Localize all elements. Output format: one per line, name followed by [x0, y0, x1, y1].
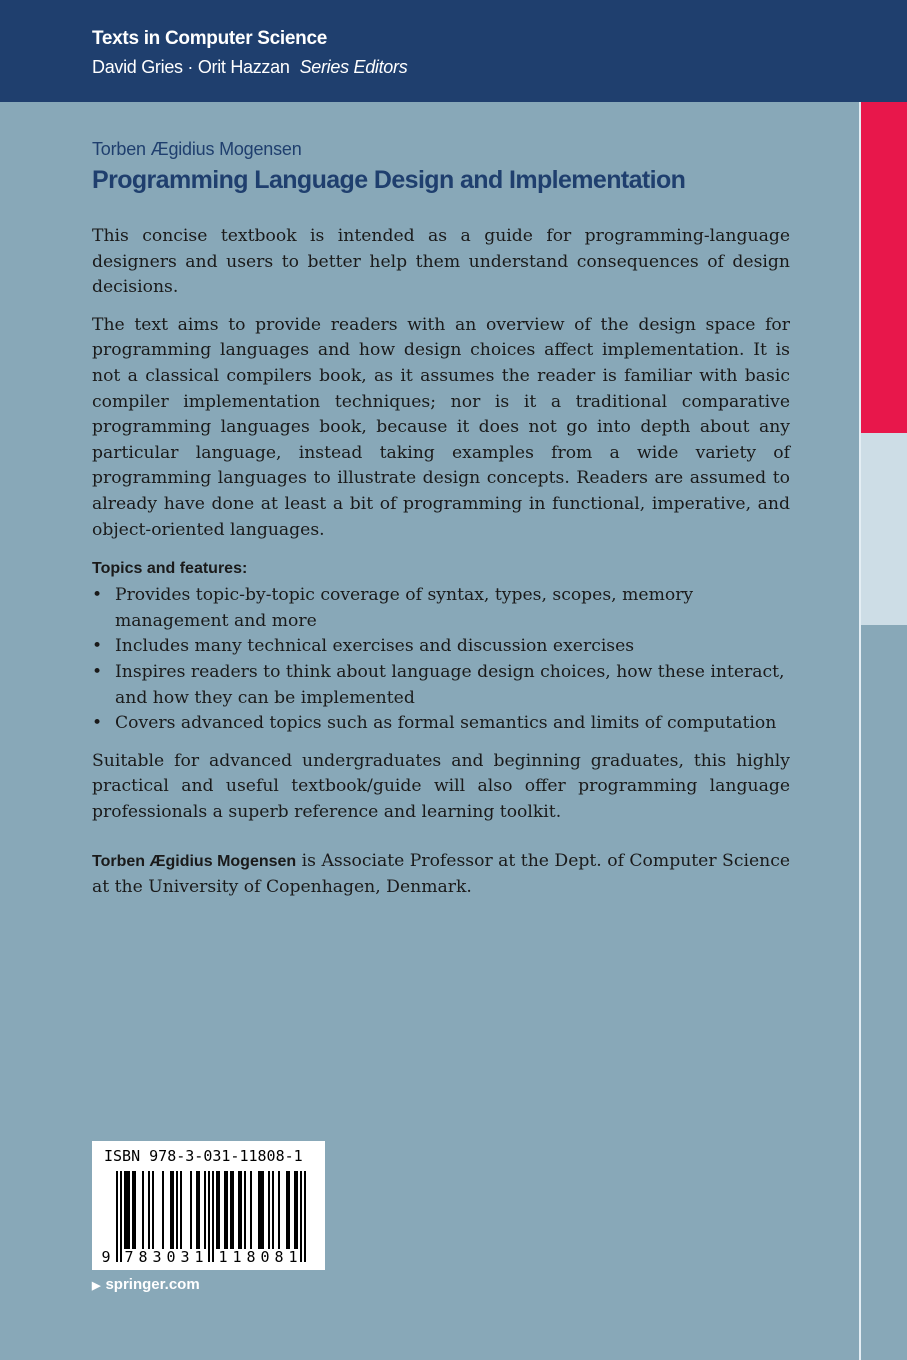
- isbn-label: ISBN 978-3-031-11808-1: [104, 1147, 303, 1165]
- barcode-digit: 3: [180, 1248, 190, 1266]
- series-editors: [92, 57, 407, 78]
- editors-role: Series Editors: [299, 57, 408, 77]
- topic-item: • Inspires readers to think about language design choices, how these interact, and how they can be implemented: [92, 660, 790, 711]
- barcode-bar: [170, 1171, 172, 1249]
- barcode-bar: [230, 1171, 232, 1249]
- barcode-bar: [148, 1171, 150, 1249]
- barcode-digit: 8: [246, 1248, 256, 1266]
- barcode-bar: [142, 1171, 144, 1249]
- barcode-bar: [128, 1171, 130, 1249]
- barcode-bar: [124, 1171, 126, 1249]
- blurb-description: The text aims to provide readers with an overview of the design space for programming languages and how design choices affect implementation. It is not a classical compilers book, as it assumes the reader is familiar with basic compiler implementation techniques; nor is it a traditional comparative programming languages book, because it does not go into depth about any particular language, instead taking examples from a wide variety of programming languages to illustrate design concepts. Readers are assumed to already have done at least a bit of programming in functional, imperative, and object-oriented languages.: [92, 314, 790, 540]
- barcode-bar: [258, 1171, 260, 1249]
- publisher-link[interactable]: [92, 1276, 200, 1293]
- barcode-bar: [244, 1171, 246, 1249]
- accent-bar-light: [861, 433, 907, 625]
- barcode-bar: [286, 1171, 288, 1249]
- barcode-bar: [272, 1171, 274, 1249]
- barcode-bar: [278, 1171, 280, 1249]
- barcode-bar: [190, 1171, 192, 1249]
- barcode-bar: [304, 1171, 306, 1262]
- blurb-intro: This concise textbook is intended as a guide for programming-language designers and users to better help them understand consequences of design decisions.: [92, 226, 790, 298]
- topic-item: • Covers advanced topics such as formal semantics and limits of computation: [92, 711, 790, 737]
- topics-list: [92, 583, 790, 737]
- barcode-bar: [232, 1171, 234, 1249]
- barcode-bar: [162, 1171, 164, 1249]
- barcode-bar: [120, 1171, 122, 1262]
- topics-heading: Topics and features:: [92, 560, 248, 578]
- barcode-digit: 0: [260, 1248, 270, 1266]
- barcode-bar: [240, 1171, 242, 1249]
- barcode-bar: [296, 1171, 298, 1249]
- barcode-bar: [226, 1171, 228, 1249]
- barcode-digit: 0: [166, 1248, 176, 1266]
- barcode-bar: [268, 1171, 270, 1249]
- barcode-digit: 1: [218, 1248, 228, 1266]
- arrow-right-icon: ▶: [92, 1280, 101, 1292]
- book-title: Programming Language Design and Implementation: [92, 166, 686, 194]
- barcode-bar: [212, 1171, 214, 1262]
- book-author: Torben Ægidius Mogensen: [92, 139, 302, 159]
- barcode-bar: [176, 1171, 178, 1249]
- blurb: [92, 224, 790, 913]
- barcode-bar: [294, 1171, 296, 1249]
- barcode-bar: [262, 1171, 264, 1249]
- barcode-bar: [218, 1171, 220, 1249]
- barcode-bar: [132, 1171, 134, 1249]
- series-header: [0, 0, 907, 102]
- barcode-bar: [250, 1171, 252, 1249]
- barcode-digit: 8: [274, 1248, 284, 1266]
- isbn-barcode: [92, 1141, 325, 1270]
- barcode-bar: [198, 1171, 200, 1249]
- barcode-digit: 1: [232, 1248, 242, 1266]
- barcode-digit: 7: [124, 1248, 134, 1266]
- barcode-bar: [300, 1171, 302, 1262]
- barcode-bar: [152, 1171, 154, 1249]
- topic-item: • Provides topic-by-topic coverage of syntax, types, scopes, memory management and more: [92, 583, 790, 634]
- barcode-digit: 9: [101, 1248, 111, 1266]
- barcode-bar: [238, 1171, 240, 1249]
- barcode-bar: [116, 1171, 118, 1262]
- series-title: Texts in Computer Science: [92, 28, 327, 49]
- barcode-bar: [172, 1171, 174, 1249]
- barcode-digit: 1: [194, 1248, 204, 1266]
- barcode-digit: 1: [288, 1248, 298, 1266]
- barcode-bar: [126, 1171, 128, 1249]
- barcode-bar: [260, 1171, 262, 1249]
- barcode-digit: 8: [138, 1248, 148, 1266]
- blurb-audience: Suitable for advanced undergraduates and beginning graduates, this highly practical and useful textbook/guide will also offer programming language professionals a superb reference and learning toolkit.: [92, 750, 790, 822]
- publisher-website: springer.com: [105, 1276, 200, 1293]
- barcode-bar: [204, 1171, 206, 1249]
- bio-text: is Associate Professor at the Dept. of Computer Science at the University of Copenhagen, Denmark.: [92, 851, 790, 898]
- barcode-bar: [224, 1171, 226, 1249]
- accent-bar-red: [861, 102, 907, 433]
- barcode-bar: [196, 1171, 198, 1249]
- barcode-bar: [180, 1171, 182, 1249]
- barcode-bar: [134, 1171, 136, 1249]
- author-bio: [92, 849, 790, 900]
- barcode-digit: 3: [152, 1248, 162, 1266]
- topic-item: • Includes many technical exercises and discussion exercises: [92, 634, 790, 660]
- barcode-bar: [288, 1171, 290, 1249]
- barcode-bar: [208, 1171, 210, 1262]
- bio-author-name: Torben Ægidius Mogensen: [92, 853, 297, 871]
- accent-bar-blue: [861, 625, 907, 1360]
- barcode-bar: [216, 1171, 218, 1249]
- editors-names: David Gries · Orit Hazzan: [92, 57, 290, 77]
